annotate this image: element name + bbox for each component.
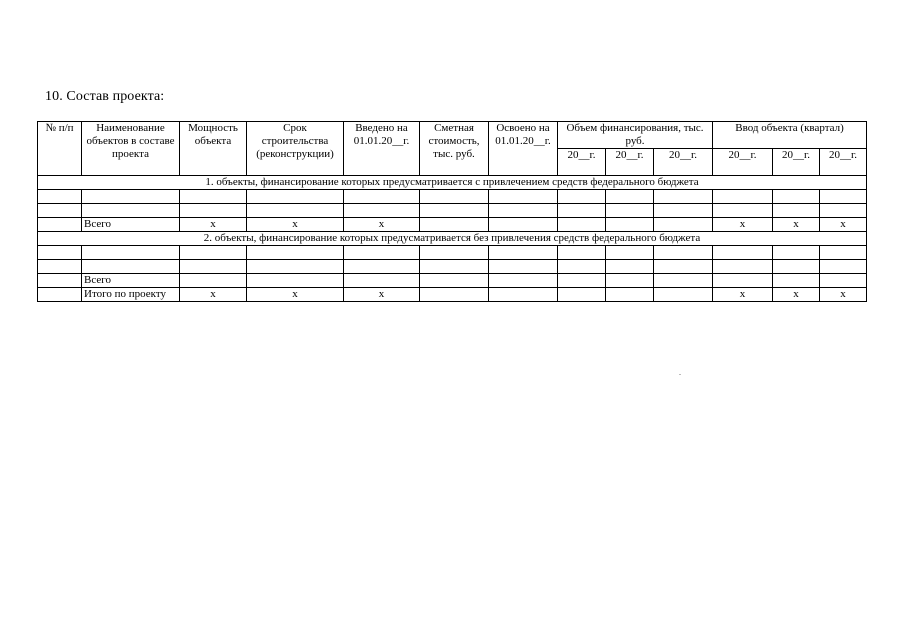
- mark-x: х: [344, 288, 420, 302]
- section-row-1: [38, 176, 867, 190]
- table-row: [38, 260, 867, 274]
- header-comm-year-2: 20__г.: [773, 149, 820, 176]
- header-name: Наименование объектов в составе проекта: [82, 122, 180, 176]
- header-fin-year-2: 20__г.: [606, 149, 654, 176]
- section-2-total-row: [38, 274, 867, 288]
- grand-total-row: [38, 288, 867, 302]
- header-estimate: Сметная стоимость, тыс. руб.: [420, 122, 489, 176]
- mark-x: х: [180, 288, 247, 302]
- table-row: [38, 204, 867, 218]
- table-row: [38, 246, 867, 260]
- header-mastered: Освоено на 01.01.20__г.: [489, 122, 558, 176]
- section-1-total-row: [38, 218, 867, 232]
- mark-x: х: [713, 218, 773, 232]
- section-1-heading: 1. объекты, финансирование которых предусматривается с привлечением средств федерального бюджета: [38, 176, 867, 190]
- mark-x: х: [344, 218, 420, 232]
- section-title: 10. Состав проекта:: [45, 89, 165, 104]
- header-num: № п/п: [38, 122, 82, 176]
- header-fin-year-1: 20__г.: [558, 149, 606, 176]
- mark-x: х: [820, 288, 867, 302]
- mark-x: х: [247, 218, 344, 232]
- total-label: Всего: [82, 274, 180, 288]
- mark-x: х: [820, 218, 867, 232]
- section-row-2: [38, 232, 867, 246]
- scan-speck: [679, 374, 681, 375]
- header-comm-year-1: 20__г.: [713, 149, 773, 176]
- mark-x: х: [180, 218, 247, 232]
- grand-total-label: Итого по проекту: [82, 288, 180, 302]
- project-composition-table: [37, 121, 867, 302]
- header-term: Срок строительства (реконструкции): [247, 122, 344, 176]
- section-2-heading: 2. объекты, финансирование которых предусматривается без привлечения средств федерального бюджета: [38, 232, 867, 246]
- mark-x: х: [773, 218, 820, 232]
- mark-x: х: [247, 288, 344, 302]
- header-financing: Объем финансирования, тыс. руб.: [558, 122, 713, 149]
- header-introduced: Введено на 01.01.20__г.: [344, 122, 420, 176]
- header-fin-year-3: 20__г.: [654, 149, 713, 176]
- table-row: [38, 190, 867, 204]
- mark-x: х: [713, 288, 773, 302]
- header-commissioning: Ввод объекта (квартал): [713, 122, 867, 149]
- total-label: Всего: [82, 218, 180, 232]
- header-comm-year-3: 20__г.: [820, 149, 867, 176]
- mark-x: х: [773, 288, 820, 302]
- header-row-1: [38, 122, 867, 149]
- header-capacity: Мощность объекта: [180, 122, 247, 176]
